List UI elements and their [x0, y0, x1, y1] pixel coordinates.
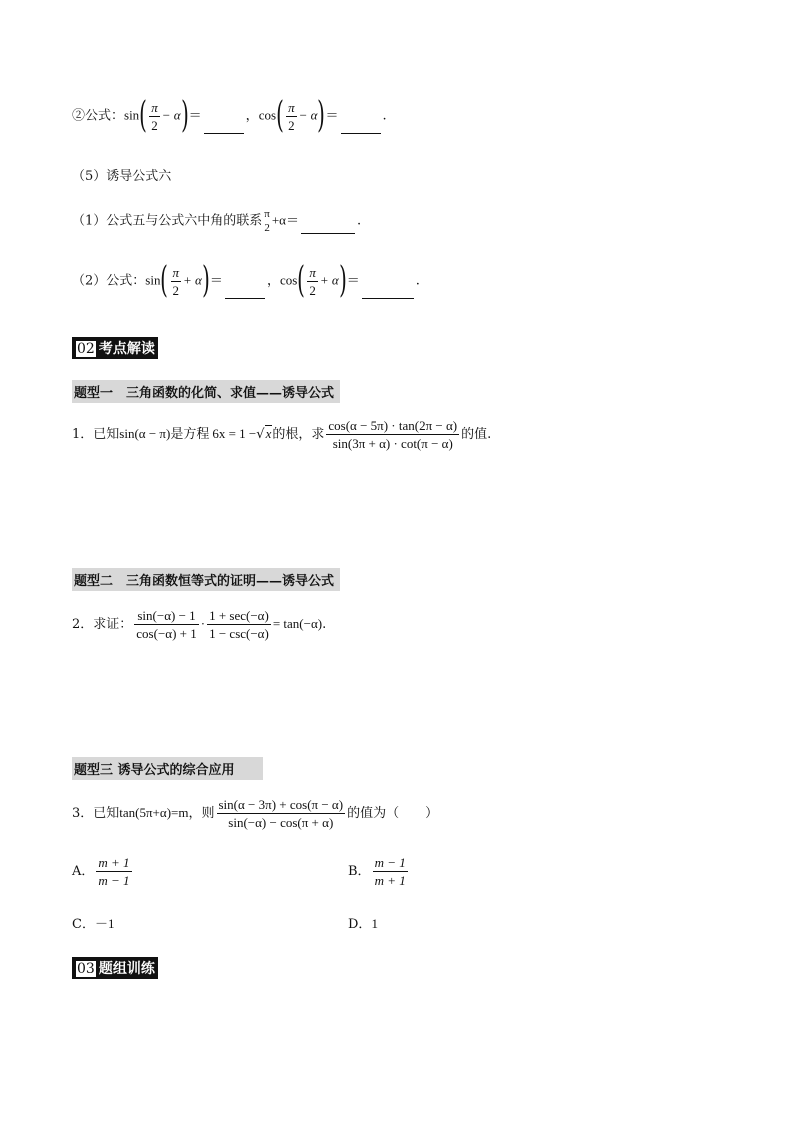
relation-lead: （1）公式五与公式六中角的联系: [72, 213, 263, 229]
question-type-1: 题型一 三角函数的化简、求值——诱导公式: [72, 380, 340, 403]
q2-rhs: = tan(−α): [272, 616, 323, 631]
right-paren: ): [180, 95, 189, 136]
q2-fraction-2: $\frac{1 + \sec(-\alpha)}{1 - \csc(-\alpha)}$: [209, 608, 269, 641]
pi-over-two-fraction: $\frac{\pi}{2}$: [309, 264, 316, 298]
right-paren: ): [338, 260, 347, 301]
section-tag: 02 考点解读: [72, 337, 158, 359]
section-heading-03: [72, 957, 158, 979]
q1-tail: 的根，求: [272, 427, 325, 442]
sqrt-symbol: √: [256, 427, 265, 442]
pi-over-two-fraction: π 2: [264, 208, 270, 234]
sin-label: sin: [124, 107, 140, 123]
option-b[interactable]: B． $\frac{m - 1}{m + 1}$: [348, 855, 406, 888]
q2-fraction-1: $\frac{\sin(-\alpha) - 1}{\cos(-\alpha) + 1}$: [136, 608, 197, 641]
answer-blank[interactable]: [204, 121, 244, 134]
formula-lead: ②公式：: [72, 108, 125, 124]
pi-over-two-fraction: $\frac{\pi}{2}$: [151, 99, 158, 133]
option-c[interactable]: C．－1: [72, 916, 115, 932]
right-paren: ): [317, 95, 326, 136]
option-a[interactable]: A． $\frac{m + 1}{m - 1}$: [72, 855, 130, 888]
left-paren: (: [297, 260, 306, 301]
plus-alpha-equals: +α＝: [271, 212, 299, 228]
subheading-formula-six: （5）诱导公式六: [72, 169, 172, 184]
period: .: [382, 108, 387, 124]
q3-tail: 的值为（ ）: [347, 806, 439, 821]
pi-over-two-fraction: $\frac{\pi}{2}$: [172, 264, 180, 298]
right-paren: ): [202, 260, 210, 301]
plus-alpha: + α: [319, 272, 339, 288]
q1-lead: 1．已知: [72, 427, 120, 442]
cos-label: cos: [279, 272, 298, 288]
question-1: [72, 418, 491, 451]
answer-blank[interactable]: [301, 221, 355, 234]
answer-blank[interactable]: [362, 286, 414, 299]
option-a-fraction: $\frac{m + 1}{m - 1}$: [98, 855, 130, 888]
question-type-2: 题型二 三角函数恒等式的证明——诱导公式: [72, 568, 340, 591]
formula-6-line: [72, 260, 420, 301]
left-paren: (: [276, 95, 284, 136]
minus-alpha: − α: [298, 107, 318, 123]
q1-equation: 6x = 1 −: [212, 426, 257, 441]
equals-sign: ＝: [188, 107, 202, 123]
plus-alpha: + α: [183, 272, 202, 288]
question-2: [72, 608, 326, 641]
option-d[interactable]: D．1: [348, 916, 378, 932]
period: .: [357, 213, 362, 229]
q3-condition: tan(5π+α)=m: [119, 805, 189, 820]
comma: ，: [266, 273, 280, 289]
q2-lead: 2．求证：: [72, 617, 133, 632]
section-tag: 03 题组训练: [72, 957, 158, 979]
question-3: [72, 797, 438, 830]
q1-expression-fraction: $\frac{\cos(\alpha - 5\pi) \cdot \tan(2\pi - \alpha)}{\sin(3\pi + \alpha) \cdot \cot(\pi - \alpha)}$: [328, 418, 458, 451]
dot-operator: ·: [200, 616, 206, 631]
cos-label: cos: [258, 107, 277, 123]
left-paren: (: [160, 260, 169, 301]
q1-condition: sin(α − π): [119, 426, 171, 441]
q3-then: ，则: [188, 806, 215, 821]
q1-sqrt-arg: x: [265, 426, 272, 441]
answer-blank[interactable]: [225, 286, 265, 299]
relation-line: [72, 208, 361, 234]
q3-lead: 3．已知: [72, 806, 120, 821]
equals-sign: ＝: [325, 107, 339, 123]
left-paren: (: [139, 95, 148, 136]
formula-lead: （2）公式：: [72, 273, 146, 289]
sin-label: sin: [145, 272, 161, 288]
pi-over-two-fraction: $\frac{\pi}{2}$: [288, 99, 295, 133]
section-heading-02: [72, 337, 158, 359]
minus-alpha: − α: [161, 107, 181, 123]
equals-sign: ＝: [346, 272, 360, 288]
period: .: [415, 273, 420, 289]
period: .: [322, 617, 327, 632]
q1-end: 的值.: [461, 427, 492, 442]
q1-mid: 是方程: [170, 427, 210, 442]
question-type-3: 题型三 诱导公式的综合应用: [72, 757, 263, 780]
answer-blank[interactable]: [341, 121, 381, 134]
formula-5-line: [72, 95, 387, 136]
comma: ，: [245, 108, 259, 124]
option-b-fraction: $\frac{m - 1}{m + 1}$: [374, 855, 406, 888]
equals-sign: ＝: [209, 272, 223, 288]
q3-expression-fraction: $\frac{\sin(\alpha - 3\pi) + \cos(\pi - \alpha)}{\sin(-\alpha) - \cos(\pi + \alpha)}$: [218, 797, 344, 830]
